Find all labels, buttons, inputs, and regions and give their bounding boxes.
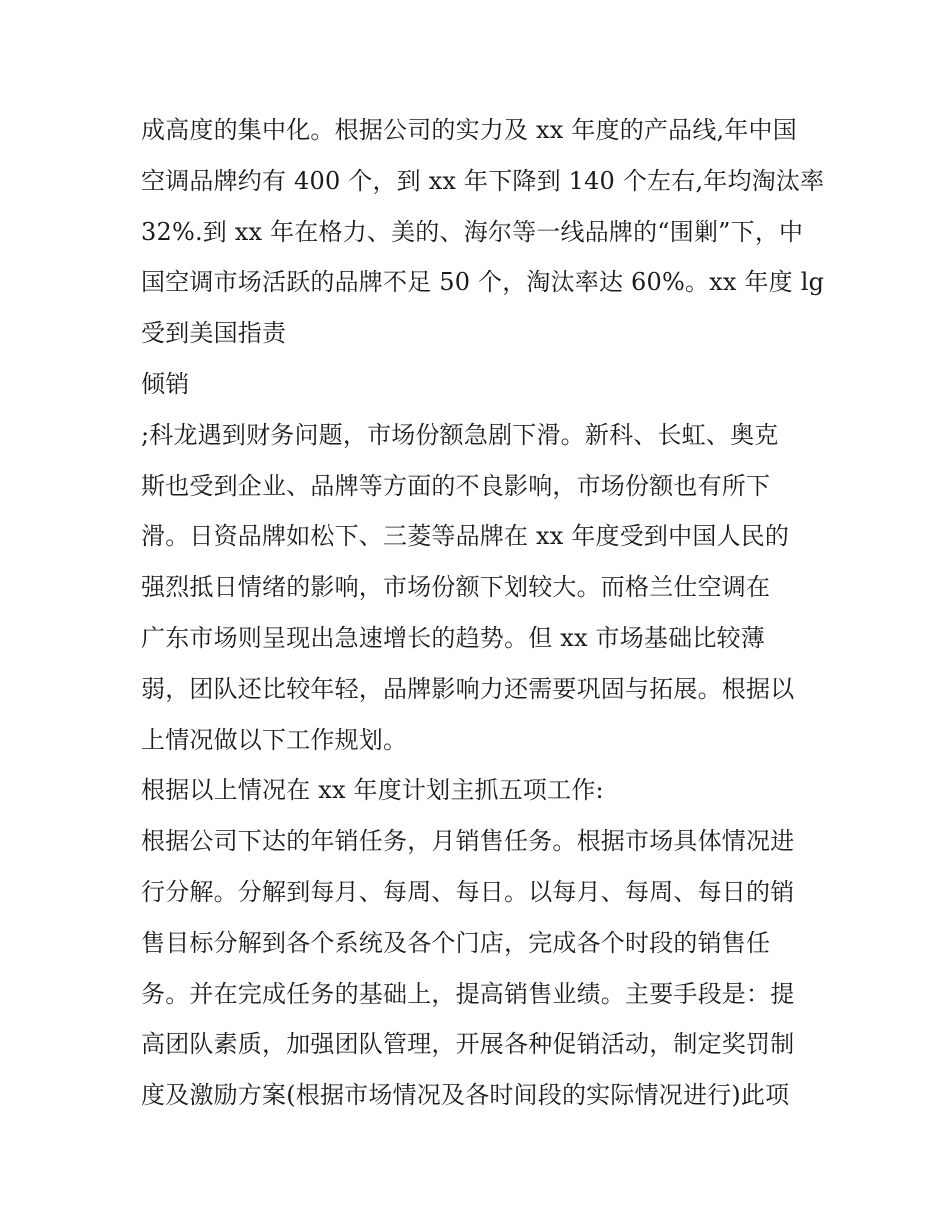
text-line: 成高度的集中化。根据公司的实力及 xx 年度的产品线,年中国 [141, 116, 797, 144]
text-line: 度及激励方案(根据市场情况及各时间段的实际情况进行)此项 [141, 1081, 790, 1110]
text-line: 行分解。分解到每月、每周、每日。以每月、每周、每日的销 [141, 877, 795, 906]
text-line: 高团队素质，加强团队管理，开展各种促销活动，制定奖罚制 [141, 1030, 795, 1059]
text-line: 空调品牌约有 400 个，到 xx 年下降到 140 个左右,年均淘汰率 [141, 166, 825, 195]
text-line: 强烈抵日情绪的影响，市场份额下划较大。而格兰仕空调在 [141, 573, 771, 602]
text-line: 售目标分解到各个系统及各个门店，完成各个时段的销售任 [141, 928, 771, 957]
text-line: 斯也受到企业、品牌等方面的不良影响，市场份额也有所下 [141, 471, 771, 500]
text-line: 国空调市场活跃的品牌不足 50 个，淘汰率达 60%。xx 年度 lg [141, 268, 825, 297]
text-line: 广东市场则呈现出急速增长的趋势。但 xx 市场基础比较薄 [141, 623, 765, 652]
text-line: ;科龙遇到财务问题，市场份额急剧下滑。新科、长虹、奥克 [141, 420, 779, 449]
text-line: 受到美国指责 [141, 319, 287, 348]
text-line: 根据公司下达的年销任务，月销售任务。根据市场具体情况进 [141, 827, 795, 856]
text-line: 上情况做以下工作规划。 [141, 725, 408, 754]
text-line: 倾销 [141, 369, 190, 398]
text-line: 32%.到 xx 年在格力、美的、海尔等一线品牌的“围剿”下，中 [141, 217, 804, 246]
body-text [141, 105, 825, 1121]
text-line: 滑。日资品牌如松下、三菱等品牌在 xx 年度受到中国人民的 [141, 522, 790, 551]
text-line: 弱，团队还比较年轻，品牌影响力还需要巩固与拓展。根据以 [141, 674, 795, 703]
text-line: 务。并在完成任务的基础上，提高销售业绩。主要手段是：提 [141, 979, 795, 1008]
text-line: 根据以上情况在 xx 年度计划主抓五项工作: [141, 776, 604, 805]
